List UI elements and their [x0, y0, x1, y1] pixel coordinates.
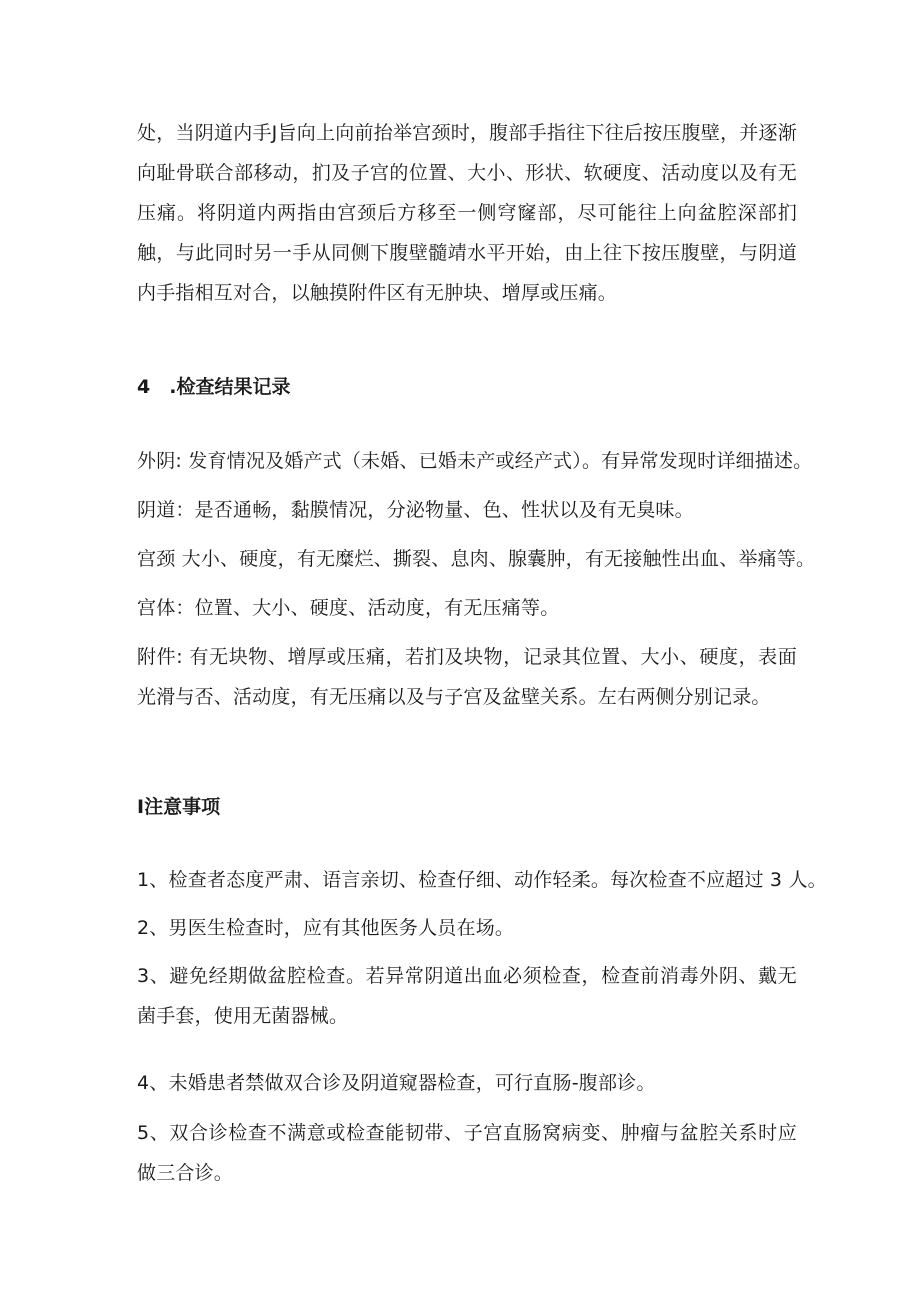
- result-item-cervix: 宫颈 大小、硬度，有无糜烂、撕裂、息肉、腺囊肿，有无接触性出血、举痛等。: [137, 548, 816, 570]
- notes-item-0-block: [137, 860, 827, 900]
- intro-paragraph: 处，当阴道内手J旨向上向前抬举宫颈时，腹部手指往下往后按压腹壁，并逐渐向耻骨联合部移动，扪及子宫的位置、大小、形状、软硬度、活动度以及有无压痛。将阴道内两指由宫颈后方移至一侧穹窿部，尽可能往上向盆腔深部扪触，与此同时另一手从同侧下腹壁髓靖水平开始，由上往下按压腹壁，与阴道内手指相互对合，以触摸附件区有无肿块、增厚或压痛。: [137, 122, 797, 304]
- result-item-vulva: 外阴: 发育情况及婚产式（未婚、已婚未产或经产式）。有异常发现时详细描述。: [137, 450, 813, 472]
- section4-item-4-block: [137, 637, 797, 717]
- section4-item-2-block: [137, 539, 816, 579]
- note-item-3: 3、避免经期做盆腔检查。若异常阴道出血必须检查，检查前消毒外阴、戴无菌手套，使用无菌器械。: [137, 965, 797, 1027]
- note-item-1: 1、检查者态度严肃、语言亲切、检查仔细、动作轻柔。每次检查不应超过 3 人。: [137, 869, 827, 891]
- note-item-2: 2、男医生检查时，应有其他医务人员在场。: [137, 917, 515, 939]
- section4-item-0-block: [137, 441, 813, 481]
- notes-item-4-block: [137, 1113, 797, 1193]
- section4-heading-block: [137, 372, 797, 402]
- intro-block: [137, 113, 797, 313]
- notes-item-1-block: [137, 908, 797, 948]
- note-item-4: 4、未婚患者禁做双合诊及阴道窥器检查，可行直肠-腹部诊。: [137, 1072, 656, 1094]
- section4-item-3-block: [137, 588, 797, 628]
- notes-heading-block: [137, 792, 797, 822]
- result-item-uterus: 宫体：位置、大小、硬度、活动度，有无压痛等。: [137, 597, 560, 619]
- note-item-5: 5、双合诊检查不满意或检查能韧带、子宫直肠窝病变、肿瘤与盆腔关系时应做三合诊。: [137, 1122, 797, 1184]
- section4-item-1-block: [137, 490, 797, 530]
- result-item-vagina: 阴道：是否通畅，黏膜情况，分泌物量、色、性状以及有无臭味。: [137, 499, 694, 521]
- notes-item-2-block: [137, 956, 797, 1036]
- section4-heading: 4 .检查结果记录: [137, 376, 291, 398]
- notes-item-3-block: [137, 1063, 797, 1103]
- notes-heading: I注意事项: [137, 796, 221, 818]
- result-item-adnexa: 附件: 有无块物、增厚或压痛，若扪及块物，记录其位置、大小、硬度，表面光滑与否、活动度，有无压痛以及与子宫及盆壁关系。左右两侧分别记录。: [137, 646, 797, 708]
